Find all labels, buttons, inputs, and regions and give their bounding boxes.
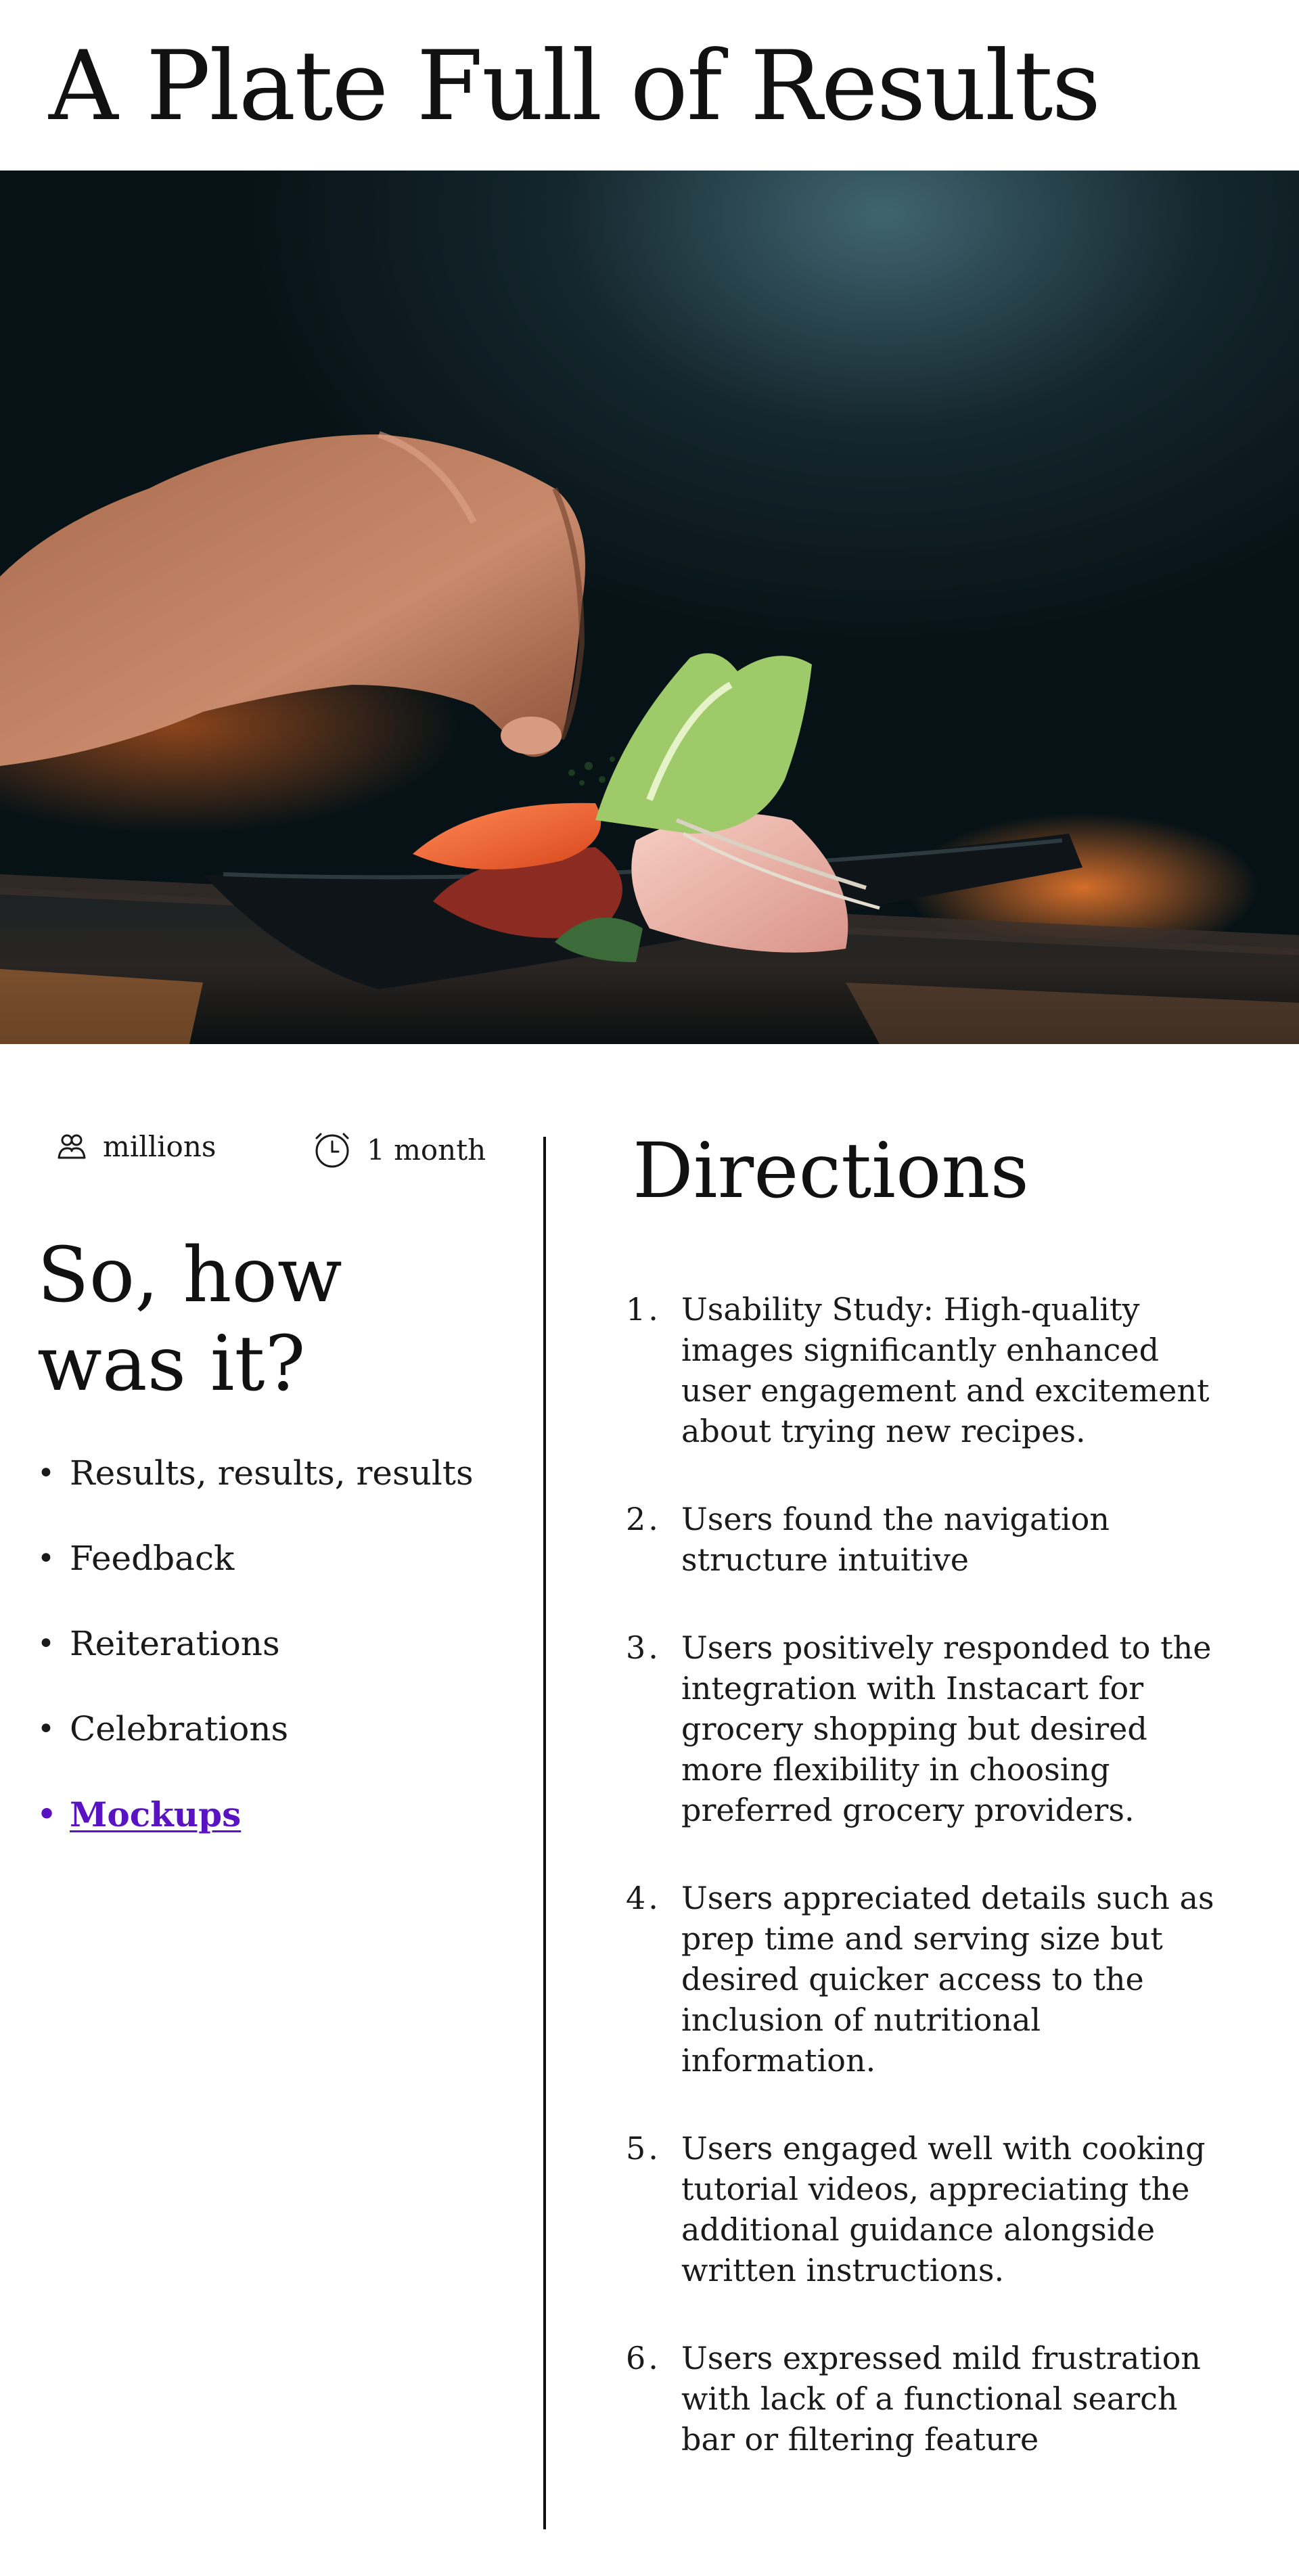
nav-item-feedback[interactable] [37,1540,511,1625]
bullet-icon: • [37,1712,55,1746]
step-text: Users engaged well with cooking tutorial videos, appreciating the additional guidance alongside written instructions. [681,2130,1206,2288]
people-icon [55,1131,88,1163]
directions-title: Directions [633,1127,1030,1215]
bullet-icon: • [37,1627,55,1661]
step-text: Users expressed mild frustration with lack of a functional search bar or filtering feature [681,2340,1201,2458]
step-number: 5. [626,2130,661,2167]
step-number: 6. [626,2340,661,2376]
directions-list [626,1289,1235,2507]
page-title: A Plate Full of Results [49,30,1100,142]
clock-icon [313,1130,352,1169]
step-number: 3. [626,1629,661,1666]
bullet-icon: • [37,1456,55,1491]
direction-step [626,1499,1235,1580]
nav-item-label[interactable]: Feedback [70,1539,235,1578]
time-value: 1 month [367,1133,486,1167]
nav-item-results[interactable] [37,1455,511,1540]
servings-value: millions [103,1130,216,1163]
column-divider [543,1137,546,2529]
step-text: Users appreciated details such as prep time and serving size but desired quicker access to the inclusion of nutritional information. [681,1880,1214,2079]
nav-item-reiterations[interactable] [37,1625,511,1711]
step-number: 2. [626,1501,661,1537]
nav-item-celebrations[interactable] [37,1711,511,1796]
step-number: 1. [626,1291,661,1328]
nav-item-label[interactable]: Celebrations [70,1709,289,1748]
servings-meta [55,1130,216,1163]
hero-image [0,171,1299,1044]
nav-item-label[interactable]: Results, results, results [70,1453,474,1493]
step-text: Users positively responded to the integration with Instacart for grocery shopping but desired more flexibility in choosing preferred grocery providers. [681,1629,1212,1828]
direction-step [626,2128,1235,2290]
section-nav [37,1455,511,1881]
time-meta [313,1130,486,1169]
bullet-icon: • [37,1541,55,1576]
step-text: Usability Study: High-quality images significantly enhanced user engagement and excitement about trying new recipes. [681,1291,1210,1449]
nav-item-mockups[interactable] [37,1796,511,1881]
direction-step [626,1878,1235,2081]
section-heading: So, how was it? [37,1231,342,1409]
recipe-meta [0,1130,514,1177]
bullet-icon: • [37,1797,57,1832]
nav-item-label[interactable]: Reiterations [70,1624,280,1663]
step-number: 4. [626,1880,661,1916]
direction-step [626,1627,1235,1830]
step-text: Users found the navigation structure intuitive [681,1501,1110,1578]
nav-item-link-mockups[interactable]: Mockups [70,1794,242,1834]
direction-step [626,2338,1235,2460]
direction-step [626,1289,1235,1451]
